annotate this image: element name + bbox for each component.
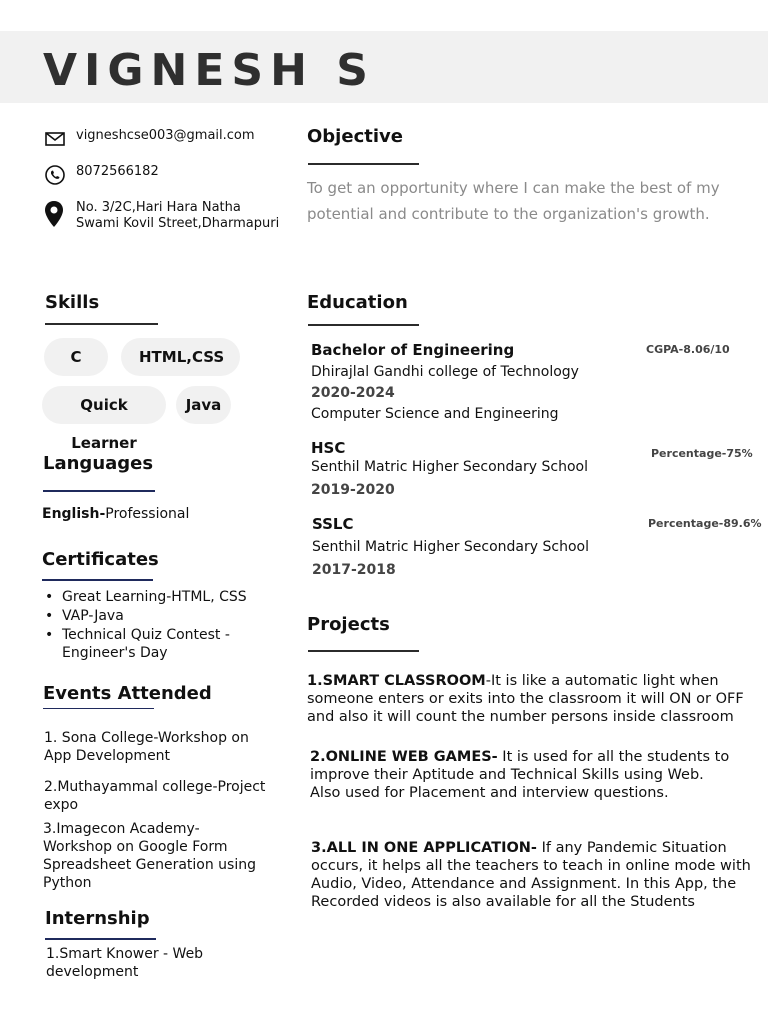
- list-item: • Great Learning-HTML, CSS: [62, 588, 292, 606]
- skill-pill: Java: [176, 386, 231, 424]
- certificates-list: [62, 588, 292, 663]
- languages-rule: [43, 490, 155, 492]
- list-item: 1. Sona College-Workshop on App Development: [44, 730, 249, 764]
- candidate-name: VIGNESH S: [43, 45, 375, 96]
- internship-text: 1.Smart Knower - Web development: [46, 946, 204, 980]
- project-item: [307, 672, 767, 726]
- mail-icon: [44, 128, 66, 150]
- education-institution: Senthil Matric Higher Secondary School: [311, 459, 588, 475]
- list-item: • Technical Quiz Contest - Engineer's Day: [62, 626, 292, 662]
- objective-rule: [308, 163, 419, 165]
- project-desc: -It is like a automatic light when someone enters or exits into the classroom it will ON or OFF and also it will count the number persons inside classroom: [307, 673, 744, 725]
- education-years: 2019-2020: [311, 482, 395, 498]
- languages-title: Languages: [43, 453, 154, 474]
- location-pin-icon: [44, 200, 64, 228]
- education-years: 2020-2024: [311, 385, 395, 401]
- project-item: [310, 748, 768, 802]
- project-item: [311, 839, 767, 911]
- education-degree: HSC: [311, 439, 346, 457]
- skill-pill: HTML,CSS: [121, 338, 240, 376]
- list-item: 3.Imagecon Academy-Workshop on Google Form Spreadsheet Generation using Python: [43, 821, 257, 891]
- projects-rule: [308, 650, 419, 652]
- phone-text: 8072566182: [76, 164, 159, 179]
- skill-pill: Quick Learner: [42, 386, 166, 424]
- skills-rule: [45, 323, 158, 325]
- objective-title: Objective: [307, 126, 403, 147]
- address-line-1: No. 3/2C,Hari Hara Natha: [76, 200, 241, 215]
- education-field: Computer Science and Engineering: [311, 406, 559, 422]
- address-line-2: Swami Kovil Street,Dharmapuri: [76, 216, 280, 231]
- education-institution: Senthil Matric Higher Secondary School: [312, 539, 589, 555]
- education-institution: Dhirajlal Gandhi college of Technology: [311, 364, 579, 380]
- project-title: 2.ONLINE WEB GAMES-: [310, 749, 498, 765]
- education-score: Percentage-75%: [651, 447, 753, 460]
- education-score: Percentage-89.6%: [648, 517, 762, 530]
- language-entry: [42, 505, 189, 523]
- education-years: 2017-2018: [312, 562, 396, 578]
- language-level: Professional: [105, 506, 190, 522]
- email-text: vigneshcse003@gmail.com: [76, 128, 255, 143]
- contact-address: [44, 200, 279, 232]
- skill-pill: C: [44, 338, 108, 376]
- contact-phone: [44, 164, 159, 186]
- list-item: 2.Muthayammal college-Project expo: [44, 779, 266, 813]
- language-name: English-: [42, 506, 106, 522]
- project-desc: It is used for all the students to improve their Aptitude and Technical Skills using Web.: [310, 749, 730, 783]
- education-title: Education: [307, 292, 408, 313]
- events-title: Events Attended: [43, 683, 212, 704]
- certificates-rule: [42, 579, 153, 581]
- objective-text: To get an opportunity where I can make the best of my potential and contribute to the organization's growth.: [307, 179, 720, 223]
- skills-title: Skills: [45, 292, 100, 313]
- contact-email: [44, 128, 255, 150]
- projects-title: Projects: [307, 614, 390, 635]
- education-degree: SSLC: [312, 515, 354, 533]
- list-item: • VAP-Java: [62, 607, 292, 625]
- certificates-title: Certificates: [42, 549, 159, 570]
- internship-rule: [45, 938, 156, 940]
- events-rule: [43, 708, 154, 709]
- project-title: 1.SMART CLASSROOM: [307, 673, 486, 689]
- education-degree: Bachelor of Engineering: [311, 341, 515, 359]
- project-title: 3.ALL IN ONE APPLICATION-: [311, 840, 537, 856]
- phone-icon: [44, 164, 66, 186]
- internship-title: Internship: [45, 908, 150, 929]
- project-desc: If any Pandemic Situation occurs, it helps all the teachers to teach in online mode with Audio, Video, Attendance and Assignment. In this App, the Recorded videos is also available for all the Students: [311, 840, 751, 910]
- address-text: [76, 200, 279, 232]
- project-desc-extra: Also used for Placement and interview questions.: [310, 785, 669, 801]
- education-score: CGPA-8.06/10: [646, 343, 730, 356]
- education-rule: [308, 324, 419, 326]
